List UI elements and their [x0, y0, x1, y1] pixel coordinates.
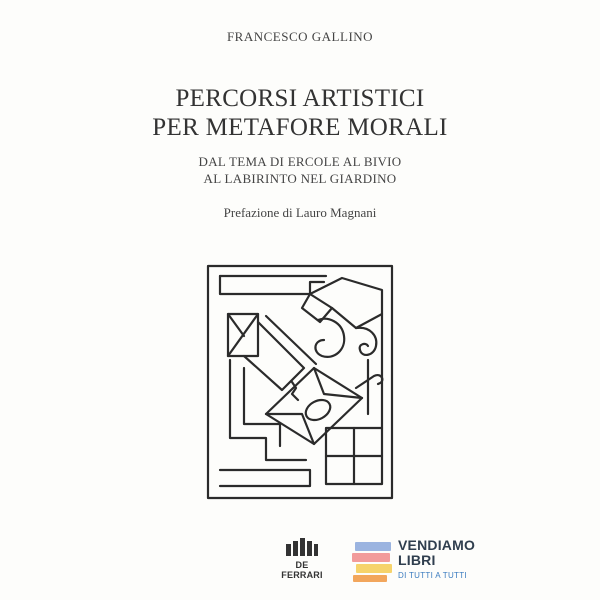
book-stack-icon: [352, 540, 394, 584]
publisher-name: DE FERRARI: [281, 560, 323, 580]
book-title: [0, 84, 600, 142]
subtitle-line-2: AL LABIRINTO NEL GIARDINO: [203, 171, 397, 186]
cover-illustration: [206, 264, 396, 502]
preface-credit: Prefazione di Lauro Magnani: [223, 205, 377, 220]
title-line-1: PERCORSI ARTISTICI: [175, 85, 425, 112]
vendiamo-text: VENDIAMO: [398, 537, 476, 553]
subtitle-line-1: DAL TEMA DI ERCOLE AL BIVIO: [198, 154, 402, 169]
book-subtitle: [0, 153, 600, 187]
title-line-2: PER METAFORE MORALI: [152, 114, 448, 141]
building-columns-icon: [284, 538, 320, 556]
tagline-text: DI TUTTI A TUTTI: [398, 571, 467, 580]
vendiamo-libri-logo: [352, 538, 492, 588]
libri-text: LIBRI: [398, 552, 436, 568]
author-name: FRANCESCO GALLINO: [226, 29, 374, 44]
publisher-logo: [274, 538, 330, 580]
